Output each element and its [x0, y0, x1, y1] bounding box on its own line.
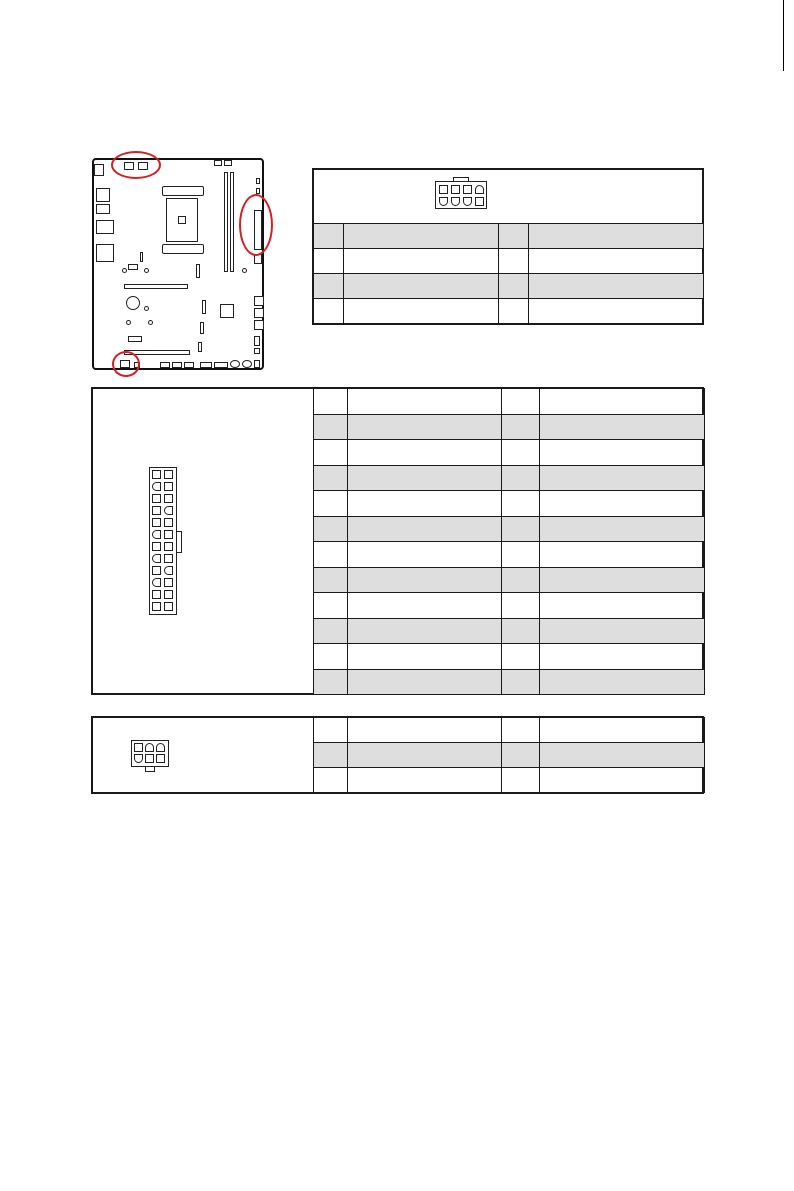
header-icon: [230, 360, 240, 368]
pin-signal: [348, 542, 502, 568]
pin-number: [502, 415, 540, 440]
table-row: [314, 644, 705, 670]
eight-pin-connector-icon: [435, 177, 487, 211]
table-row: [314, 568, 705, 593]
pin-number: [314, 224, 344, 249]
pin-number: [502, 768, 540, 793]
pin-number: [314, 593, 348, 619]
pin-signal: [540, 568, 705, 593]
highlight-ring-right: [239, 194, 273, 256]
header-icon: [254, 320, 264, 330]
table-row: [314, 670, 705, 695]
pin-signal: [344, 224, 499, 249]
pin-signal: [348, 389, 502, 415]
pin-signal: [348, 743, 502, 768]
pin-signal: [540, 389, 705, 415]
pin-signal: [540, 542, 705, 568]
pin-number: [502, 593, 540, 619]
connector-24pin-panel: [91, 387, 704, 695]
table-row: [314, 249, 704, 274]
pin-number: [314, 619, 348, 644]
pin-signal: [529, 274, 704, 299]
pin-number: [502, 440, 540, 466]
pin-signal: [348, 440, 502, 466]
pin-signal: [348, 491, 502, 517]
header-icon: [196, 264, 200, 278]
six-pin-connector-icon: [131, 740, 169, 774]
pin-number: [502, 517, 540, 542]
pin-signal: [529, 224, 704, 249]
pin-signal: [540, 440, 705, 466]
dimm-slot-icon: [230, 172, 234, 272]
table-row: [314, 542, 705, 568]
pin-signal: [348, 517, 502, 542]
pin-signal: [540, 517, 705, 542]
pin-signal: [540, 718, 705, 743]
pin-number: [314, 644, 348, 670]
pin-signal: [529, 249, 704, 274]
header-icon: [254, 348, 260, 354]
header-icon: [214, 160, 222, 166]
pin-signal: [344, 299, 499, 324]
pin-number: [314, 415, 348, 440]
pinout-table: [313, 223, 704, 324]
pin-signal: [348, 619, 502, 644]
pin-signal: [348, 644, 502, 670]
header-icon: [254, 308, 264, 318]
pin-number: [502, 466, 540, 491]
pin-signal: [348, 670, 502, 695]
table-row: [314, 743, 705, 768]
header-icon: [254, 296, 264, 306]
header-icon: [254, 336, 260, 346]
pin-number: [499, 249, 529, 274]
pin-signal: [540, 768, 705, 793]
pin-signal: [348, 568, 502, 593]
header-icon: [128, 336, 142, 342]
connector-8pin-panel: [312, 168, 704, 325]
pin-number: [499, 299, 529, 324]
table-row: [314, 517, 705, 542]
pin-number: [314, 440, 348, 466]
pcie-slot-icon: [124, 284, 188, 289]
pin-signal: [540, 491, 705, 517]
mount-hole-icon: [126, 320, 131, 325]
pin-signal: [540, 415, 705, 440]
pin-number: [314, 542, 348, 568]
chipset-icon: [220, 304, 234, 318]
mount-hole-icon: [122, 268, 127, 273]
pin-number: [314, 517, 348, 542]
pin-signal: [540, 593, 705, 619]
mount-hole-icon: [144, 268, 149, 273]
io-port-icon: [94, 164, 104, 176]
pin-number: [314, 466, 348, 491]
table-row: [314, 466, 705, 491]
connector-6pin-panel: [91, 716, 704, 794]
pin-signal: [540, 743, 705, 768]
table-row: [314, 224, 704, 249]
table-row: [314, 274, 704, 299]
mount-hole-icon: [148, 320, 153, 325]
heatsink-icon: [162, 244, 204, 254]
header-icon: [128, 264, 138, 270]
pin-number: [314, 299, 344, 324]
table-row: [314, 440, 705, 466]
pin-number: [314, 568, 348, 593]
pin-number: [502, 718, 540, 743]
header-icon: [214, 362, 228, 368]
pin-signal: [540, 670, 705, 695]
pin-number: [499, 224, 529, 249]
dimm-slot-icon: [224, 172, 228, 272]
pin-number: [314, 389, 348, 415]
battery-icon: [126, 296, 140, 310]
pin-signal: [344, 274, 499, 299]
mount-hole-icon: [242, 268, 247, 273]
pin-number: [314, 491, 348, 517]
io-port-icon: [96, 220, 114, 234]
pin-signal: [348, 466, 502, 491]
pin-number: [502, 670, 540, 695]
page-cut-line: [783, 0, 784, 71]
pin-number: [502, 389, 540, 415]
pin-number: [502, 644, 540, 670]
table-row: [314, 768, 705, 793]
pin-signal: [540, 619, 705, 644]
table-row: [314, 299, 704, 324]
pin-number: [314, 274, 344, 299]
header-icon: [184, 362, 194, 368]
pin-signal: [540, 644, 705, 670]
pin-signal: [344, 249, 499, 274]
pin-signal: [529, 299, 704, 324]
heatsink-icon: [162, 186, 204, 196]
highlight-ring-top: [111, 151, 161, 179]
pin-number: [502, 568, 540, 593]
header-icon: [200, 362, 212, 368]
header-icon: [200, 322, 204, 334]
pin-signal: [348, 415, 502, 440]
header-icon: [172, 362, 182, 368]
pin-number: [314, 670, 348, 695]
table-row: [314, 415, 705, 440]
mount-hole-icon: [144, 306, 149, 311]
io-port-icon: [96, 244, 114, 262]
header-icon: [198, 342, 202, 352]
pin-signal: [348, 593, 502, 619]
header-icon: [224, 160, 232, 166]
header-icon: [140, 252, 143, 262]
motherboard-layout-icon: [92, 158, 264, 370]
header-icon: [254, 360, 260, 368]
header-icon: [202, 300, 206, 314]
table-row: [314, 619, 705, 644]
twenty-four-pin-connector-icon: [149, 467, 185, 615]
pin-number: [314, 768, 348, 793]
pin-number: [502, 619, 540, 644]
cpu-center-icon: [178, 216, 186, 224]
pinout-table: [313, 717, 705, 793]
highlight-ring-bottom: [112, 351, 140, 377]
table-row: [314, 491, 705, 517]
pin-number: [314, 249, 344, 274]
table-row: [314, 718, 705, 743]
pin-number: [502, 743, 540, 768]
pin-signal: [348, 718, 502, 743]
header-icon: [256, 178, 260, 184]
pin-number: [502, 491, 540, 517]
io-port-icon: [96, 204, 110, 214]
pin-number: [499, 274, 529, 299]
pin-number: [502, 542, 540, 568]
header-icon: [160, 362, 170, 368]
io-port-icon: [96, 188, 110, 202]
pinout-table: [313, 388, 705, 695]
header-icon: [242, 360, 252, 368]
pin-number: [314, 743, 348, 768]
table-row: [314, 593, 705, 619]
pin-signal: [540, 466, 705, 491]
pin-signal: [348, 768, 502, 793]
table-row: [314, 389, 705, 415]
pin-number: [314, 718, 348, 743]
